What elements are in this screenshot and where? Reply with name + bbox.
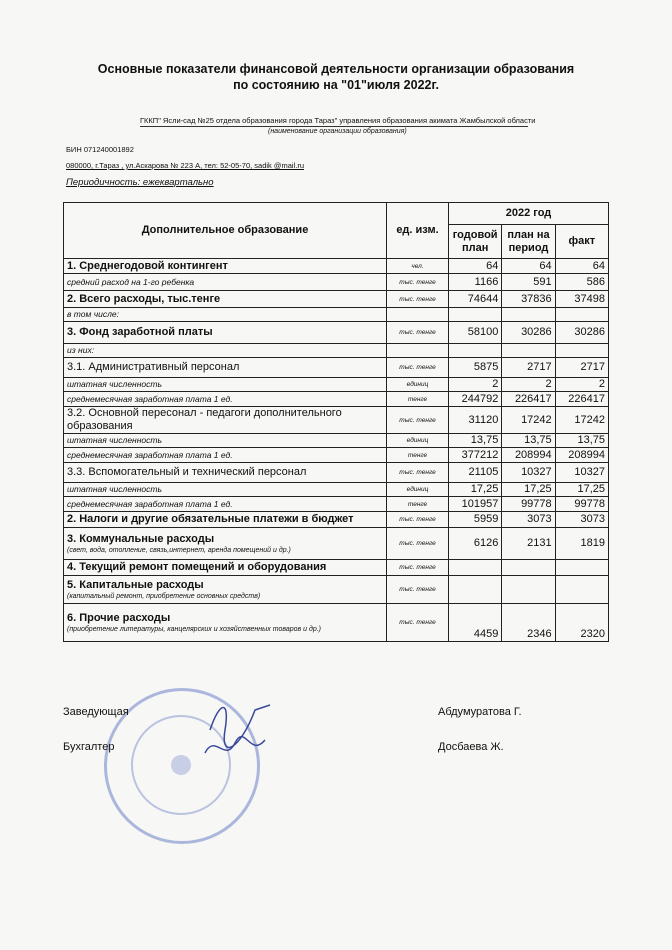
row-label — [64, 463, 387, 483]
cell-fact: 586 — [555, 274, 608, 291]
table-row — [64, 560, 609, 576]
cell-fact: 13,75 — [555, 434, 608, 448]
row-unit: тыс. тенге — [387, 358, 449, 378]
cell-period: 30286 — [502, 322, 555, 344]
cell-plan — [449, 576, 502, 604]
cell-period: 17,25 — [502, 483, 555, 497]
row-sublabel: (свет, вода, отопление, связь,интернет, арендa помещений и др.) — [67, 546, 291, 554]
row-label-text: штатная численность — [67, 435, 162, 445]
organization-note: (наименование организации образования) — [268, 128, 407, 135]
row-label-text: 2. Всего расходы, тыс.тенге — [67, 292, 221, 305]
cell-plan: 21105 — [449, 463, 502, 483]
cell-fact: 17,25 — [555, 483, 608, 497]
cell-plan: 13,75 — [449, 434, 502, 448]
cell-period: 2 — [502, 378, 555, 392]
header-name: Дополнительное образование — [64, 203, 387, 259]
cell-plan: 101957 — [449, 497, 502, 512]
row-unit: тенге — [387, 497, 449, 512]
row-label-text: штатная численность — [67, 379, 162, 389]
accountant-name: Досбаева Ж. — [438, 741, 504, 753]
cell-fact: 2 — [555, 378, 608, 392]
row-label — [64, 512, 387, 528]
row-label — [64, 576, 387, 604]
cell-plan: 1166 — [449, 274, 502, 291]
table-row — [64, 604, 609, 642]
organization-name: ГККП" Ясли-сад №25 отдела образования города Тараз" управления образования акимата Жамбылской области — [140, 116, 536, 125]
row-label — [64, 322, 387, 344]
row-label-text: 6. Прочие расходы — [67, 611, 171, 624]
accountant-signature — [200, 728, 270, 768]
row-label — [64, 358, 387, 378]
row-label-text: 4. Текущий ремонт помещений и оборудования — [67, 561, 327, 573]
cell-period: 591 — [502, 274, 555, 291]
cell-plan: 31120 — [449, 407, 502, 434]
cell-fact: 37498 — [555, 291, 608, 308]
row-label-text: 2. Налоги и другие обязательные платежи в бюджет — [67, 513, 354, 525]
cell-fact: 2717 — [555, 358, 608, 378]
table-row — [64, 483, 609, 497]
cell-plan: 64 — [449, 259, 502, 274]
row-label-text: 1. Среднегодовой контингент — [67, 259, 228, 272]
head-label: Заведующая — [63, 706, 129, 718]
cell-period: 2131 — [502, 528, 555, 560]
row-label — [64, 392, 387, 407]
table-row — [64, 448, 609, 463]
bin-number: БИН 071240001892 — [66, 145, 134, 154]
table-row — [64, 322, 609, 344]
row-label-text: 5. Капитальные расходы — [67, 578, 204, 591]
cell-plan: 6126 — [449, 528, 502, 560]
row-label — [64, 448, 387, 463]
row-label-text: 3. Фонд заработной платы — [67, 326, 213, 338]
table-row — [64, 392, 609, 407]
cell-period: 13,75 — [502, 434, 555, 448]
cell-fact: 3073 — [555, 512, 608, 528]
row-unit: тыс. тенге — [387, 291, 449, 308]
document-title: Основные показатели финансовой деятельности организации образования — [97, 62, 575, 76]
row-unit: тыс. тенге — [387, 274, 449, 291]
table-row — [64, 434, 609, 448]
row-unit: чел. — [387, 259, 449, 274]
cell-period — [502, 308, 555, 322]
cell-fact: 1819 — [555, 528, 608, 560]
cell-fact: 2320 — [555, 604, 608, 642]
row-unit: тыс. тенге — [387, 560, 449, 576]
row-label-text: 3.2. Основной пересонал - педагоги дополнительного образования — [67, 407, 342, 432]
header-fact: факт — [555, 225, 608, 259]
header-plan-year: годовой план — [449, 225, 502, 259]
row-unit: тыс. тенге — [387, 528, 449, 560]
table-row — [64, 463, 609, 483]
financial-table — [63, 202, 609, 642]
table-row — [64, 528, 609, 560]
table-row — [64, 358, 609, 378]
row-sublabel: (капитальный ремонт, приобретение основных средств) — [67, 592, 261, 600]
cell-fact: 30286 — [555, 322, 608, 344]
table-row — [64, 407, 609, 434]
cell-period — [502, 576, 555, 604]
cell-period: 17242 — [502, 407, 555, 434]
cell-plan: 5875 — [449, 358, 502, 378]
cell-plan — [449, 560, 502, 576]
table-row — [64, 378, 609, 392]
cell-plan: 74644 — [449, 291, 502, 308]
header-year: 2022 год — [449, 203, 609, 225]
cell-period: 37836 — [502, 291, 555, 308]
document-date-line: по состоянию на "01"июля 2022г. — [233, 78, 439, 92]
cell-plan — [449, 344, 502, 358]
row-label — [64, 378, 387, 392]
address-line: 080000, г.Тараз , ул.Аскарова № 223 А, тел: 52-05-70, sadik @mail.ru — [66, 161, 304, 170]
cell-fact: 226417 — [555, 392, 608, 407]
row-label — [64, 308, 387, 322]
row-label-text: средний расход на 1-го ребенка — [67, 276, 195, 287]
header-plan-period: план на период — [502, 225, 555, 259]
row-label — [64, 497, 387, 512]
cell-fact — [555, 344, 608, 358]
row-unit: единиц — [387, 434, 449, 448]
row-label — [64, 344, 387, 358]
table-row — [64, 512, 609, 528]
row-sublabel: (приобретение литературы, канцелярских и хозяйственных товаров и др.) — [67, 625, 321, 633]
cell-plan: 58100 — [449, 322, 502, 344]
row-label-text: в том числе: — [67, 309, 119, 319]
row-unit: тыс. тенге — [387, 463, 449, 483]
row-unit — [387, 308, 449, 322]
cell-fact — [555, 560, 608, 576]
table-row — [64, 576, 609, 604]
cell-fact: 10327 — [555, 463, 608, 483]
row-label — [64, 434, 387, 448]
cell-plan: 244792 — [449, 392, 502, 407]
cell-plan: 4459 — [449, 604, 502, 642]
row-label — [64, 291, 387, 308]
table-row — [64, 497, 609, 512]
row-unit: тенге — [387, 448, 449, 463]
cell-fact — [555, 308, 608, 322]
cell-period: 2346 — [502, 604, 555, 642]
table-row — [64, 308, 609, 322]
cell-period: 2717 — [502, 358, 555, 378]
cell-period — [502, 344, 555, 358]
row-label — [64, 407, 387, 434]
row-label-text: 3.1. Административный персонал — [67, 361, 240, 373]
cell-period: 99778 — [502, 497, 555, 512]
row-unit: единиц — [387, 378, 449, 392]
row-label-text: среднемесячная заработная плата 1 ед. — [67, 498, 233, 509]
row-label — [64, 259, 387, 274]
cell-fact: 64 — [555, 259, 608, 274]
row-label-text: 3. Коммунальные расходы — [67, 532, 215, 545]
row-label — [64, 560, 387, 576]
row-unit: тыс. тенге — [387, 604, 449, 642]
row-label-text: среднемесячная заработная плата 1 ед. — [67, 393, 233, 404]
table-row — [64, 344, 609, 358]
table-row — [64, 291, 609, 308]
table-row — [64, 259, 609, 274]
cell-fact: 208994 — [555, 448, 608, 463]
row-unit: тыс. тенге — [387, 322, 449, 344]
row-label — [64, 528, 387, 560]
cell-fact: 99778 — [555, 497, 608, 512]
cell-period: 10327 — [502, 463, 555, 483]
cell-period: 3073 — [502, 512, 555, 528]
cell-plan: 2 — [449, 378, 502, 392]
header-unit: ед. изм. — [387, 203, 449, 259]
row-label — [64, 274, 387, 291]
cell-plan: 377212 — [449, 448, 502, 463]
cell-fact — [555, 576, 608, 604]
row-unit — [387, 344, 449, 358]
row-label — [64, 483, 387, 497]
cell-period: 64 — [502, 259, 555, 274]
cell-plan: 5959 — [449, 512, 502, 528]
table-row — [64, 274, 609, 291]
cell-plan — [449, 308, 502, 322]
row-label-text: из них: — [67, 345, 95, 355]
cell-period: 208994 — [502, 448, 555, 463]
cell-period — [502, 560, 555, 576]
row-label-text: среднемесячная заработная плата 1 ед. — [67, 449, 233, 460]
row-unit: тыс. тенге — [387, 512, 449, 528]
row-unit: тыс. тенге — [387, 407, 449, 434]
periodicity: Периодичность: ежеквартально — [66, 177, 214, 188]
row-unit: тенге — [387, 392, 449, 407]
cell-fact: 17242 — [555, 407, 608, 434]
row-label-text: 3.3. Вспомогательный и технический персонал — [67, 466, 307, 478]
row-unit: тыс. тенге — [387, 576, 449, 604]
organization-underline — [140, 126, 528, 127]
row-label — [64, 604, 387, 642]
accountant-label: Бухгалтер — [63, 741, 115, 753]
row-unit: единиц — [387, 483, 449, 497]
cell-plan: 17,25 — [449, 483, 502, 497]
head-name: Абдумуратова Г. — [438, 706, 522, 718]
cell-period: 226417 — [502, 392, 555, 407]
row-label-text: штатная численность — [67, 484, 162, 494]
